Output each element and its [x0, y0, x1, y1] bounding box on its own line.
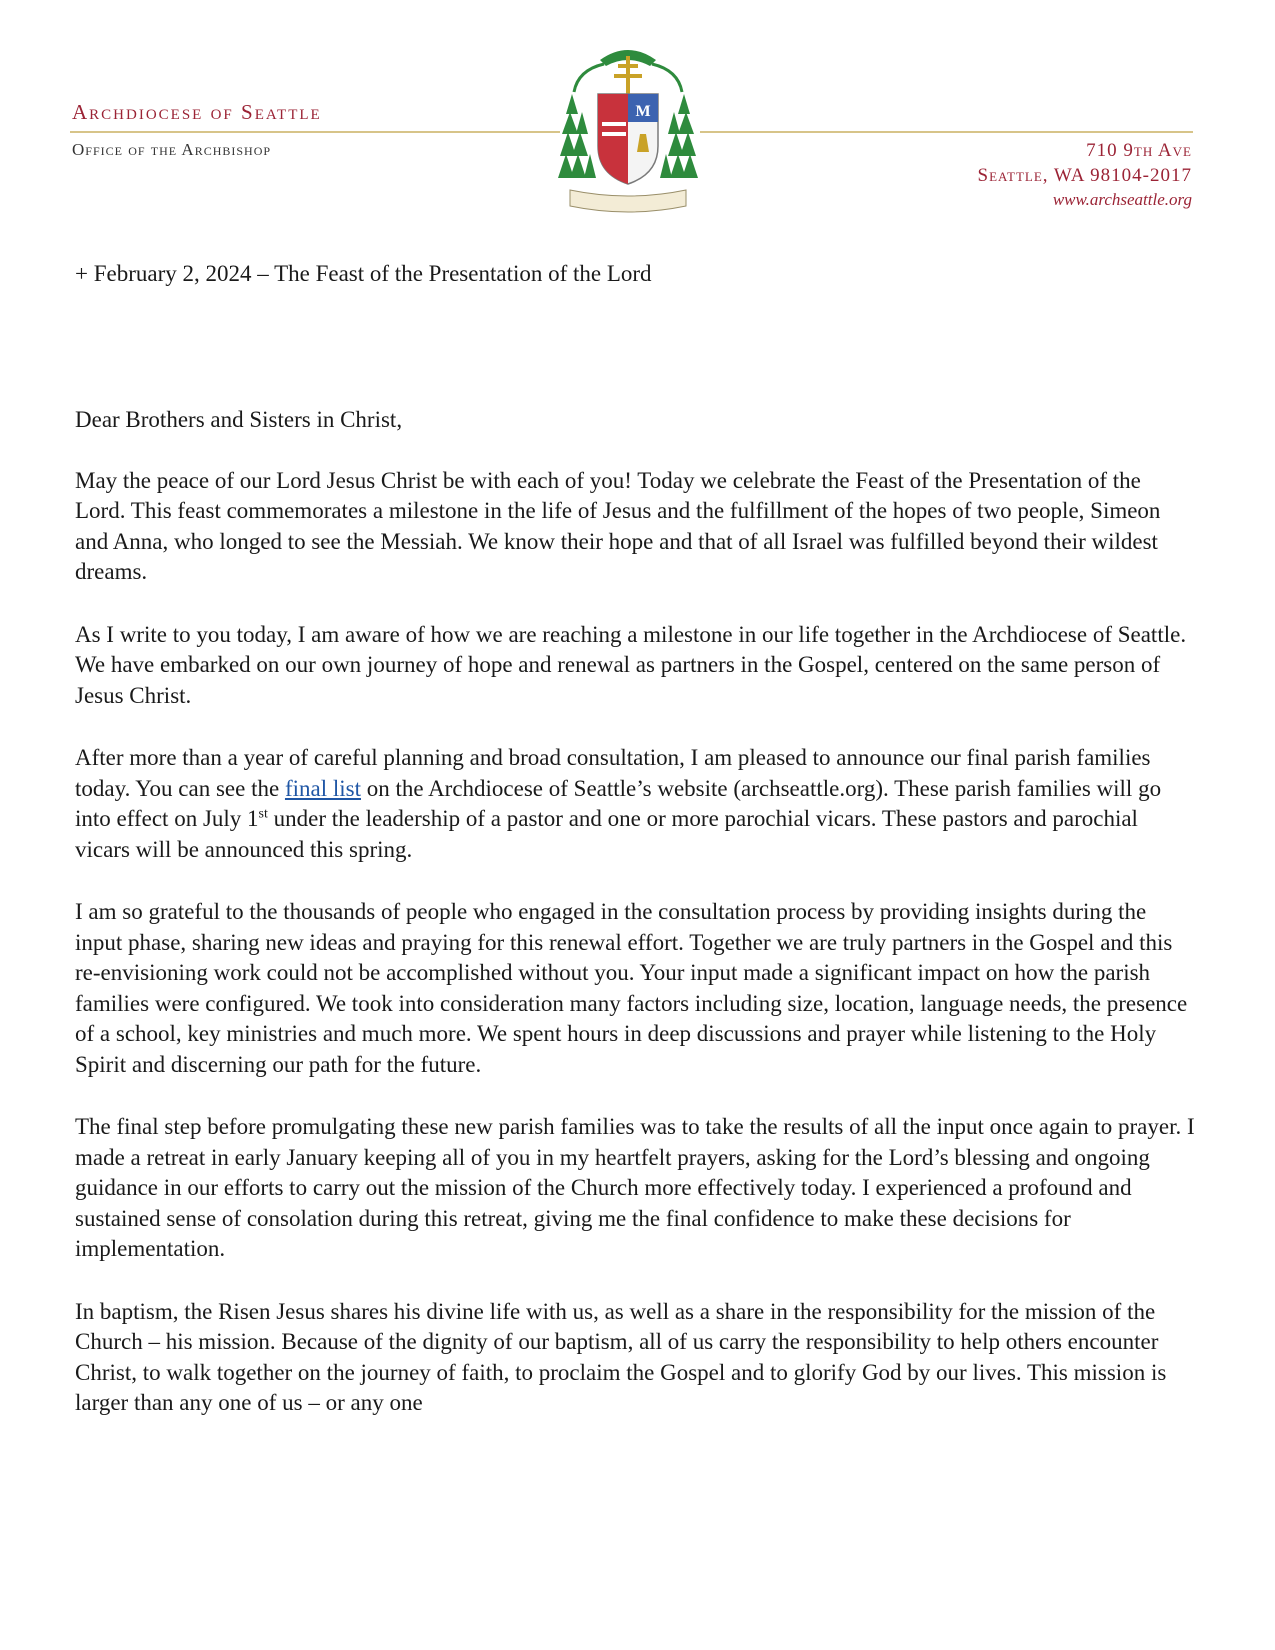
- paragraph-6: In baptism, the Risen Jesus shares his divine life with us, as well as a share in the responsibility for the mission of the Church – his mission. Because of the dignity of our baptism, all of us carry the responsibility to help others encounter Christ, to walk together on the journey of faith, to proclaim the Gospel and to glorify God by our lives. This mission is larger than any one of us – or any one: [75, 1298, 1167, 1415]
- letterhead: [0, 0, 1275, 230]
- paragraph-4: I am so grateful to the thousands of people who engaged in the consultation process by providing insights during the input phase, sharing new ideas and praying for this renewal effort. Together we are truly partners in the Gospel and this re-envisioning work could not be accomplished without you. Your input made a significant impact on how the parish families were configured. We took into consideration many factors including size, location, language needs, the presence of a school, key ministries and much more. We spent hours in deep discussions and prayer while listening to the Holy Spirit and discerning our path for the future.: [75, 899, 1188, 1077]
- office-name: Office of the Archbishop: [72, 140, 272, 159]
- header-rule-left: [70, 131, 560, 133]
- salutation: Dear Brothers and Sisters in Christ,: [75, 407, 403, 432]
- website-link[interactable]: www.archseattle.org: [1052, 190, 1192, 209]
- paragraph-3-text-c: under the leadership of a pastor and one or more parochial vicars. These pastors and parochial vicars will be announced this spring.: [75, 806, 1138, 862]
- organization-name: Archdiocese of Seattle: [72, 100, 322, 124]
- paragraph-3-text-a: After more than a year of careful planning and broad consultation, I am pleased to announce our final parish families today. You can see the: [75, 745, 1151, 801]
- letter-body: [75, 405, 1195, 1451]
- address-street: 710 9th Ave: [1086, 140, 1192, 161]
- paragraph-3: [75, 743, 1195, 865]
- paragraph-5: The final step before promulgating these new parish families was to take the results of all the input once again to prayer. I made a retreat in early January keeping all of you in my heartfelt prayers, asking for the Lord’s blessing and ongoing guidance in our efforts to carry out the mission of the Church more effectively today. I experienced a profound and sustained sense of consolation during this retreat, giving me the final confidence to make these decisions for implementation.: [75, 1114, 1195, 1261]
- mailing-address: [978, 138, 1192, 212]
- dateline: + February 2, 2024 – The Feast of the Presentation of the Lord: [75, 261, 652, 286]
- paragraph-1: May the peace of our Lord Jesus Christ be with each of you! Today we celebrate the Feast of the Presentation of the Lord. This feast commemorates a milestone in the life of Jesus and the fulfillment of the hopes of two people, Simeon and Anna, who longed to see the Messiah. We know their hope and that of all Israel was fulfilled beyond their wildest dreams.: [75, 467, 1161, 584]
- header-rule-right: [700, 131, 1193, 133]
- svg-text:M: M: [635, 103, 651, 120]
- paragraph-3-text-b: on the Archdiocese of Seattle’s website (archseattle.org). These parish families will go into effect on July 1: [75, 775, 1162, 831]
- coat-of-arms-icon: [558, 42, 698, 220]
- address-city: Seattle, WA 98104-2017: [977, 165, 1192, 186]
- final-list-link[interactable]: final list: [284, 775, 361, 801]
- paragraph-2: As I write to you today, I am aware of how we are reaching a milestone in our life together in the Archdiocese of Seattle. We have embarked on our own journey of hope and renewal as partners in the Gospel, centered on the same person of Jesus Christ.: [75, 621, 1187, 708]
- ordinal-suffix: st: [258, 806, 268, 822]
